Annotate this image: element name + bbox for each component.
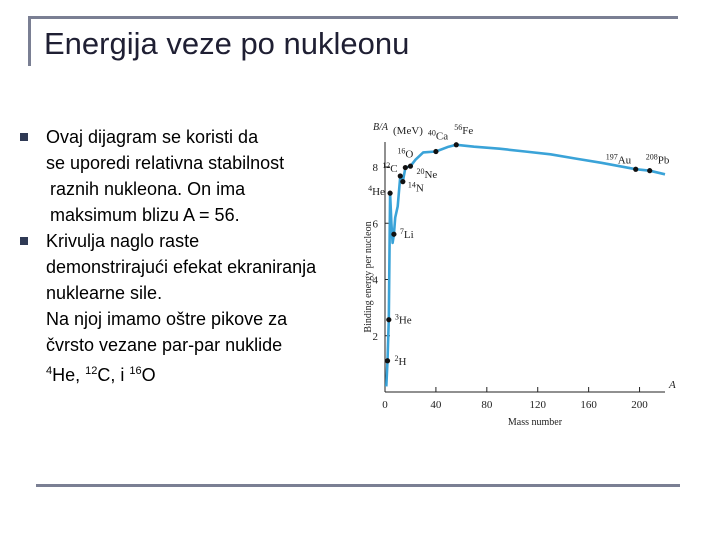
bullet-item-1	[20, 124, 360, 228]
nuclide-point-li7	[391, 232, 396, 237]
bullet-line: maksimum blizu A = 56.	[50, 205, 240, 225]
nuclide-point-ne20	[408, 164, 413, 169]
nuclide-symbol: C	[390, 163, 398, 175]
nuclide-symbol: He	[398, 314, 412, 327]
nuclide-mass-number: 16	[397, 146, 406, 156]
nuclide-point-n14	[400, 179, 405, 184]
nuclide-symbol: H	[398, 355, 407, 368]
bullet-line: se uporedi relativna stabilnost	[46, 153, 285, 173]
x-axis-symbol: A	[669, 379, 676, 391]
nuclide-mass-number: 3	[394, 312, 399, 322]
nuclide-mass-number: 208	[645, 152, 658, 162]
frame-left-rule	[28, 16, 31, 66]
binding-energy-chart	[355, 112, 695, 432]
nuclide-mass-number: 4	[368, 184, 373, 194]
nuclide-point-fe56	[454, 142, 459, 147]
nuclide-point-h2	[385, 358, 390, 363]
bullet-item-2	[20, 228, 360, 388]
nuclide-mass-number: 40	[427, 128, 436, 138]
y-tick-label: 2	[372, 330, 378, 343]
nuclide-symbol: Au	[617, 154, 632, 167]
bullet-line: Krivulja naglo raste	[46, 231, 200, 251]
bullet-line: demonstrirajući efekat ekraniranja	[46, 257, 317, 277]
square-bullet-icon	[20, 133, 28, 141]
bullet-text-1	[46, 124, 360, 228]
nuclide-symbol: Pb	[657, 154, 670, 167]
x-tick-label: 200	[631, 399, 648, 411]
nuclide-point-he4	[387, 191, 392, 196]
nuclide-label-ca40	[428, 129, 448, 143]
nuclide-symbol: O	[405, 148, 414, 161]
nuclide-mass-number: 197	[605, 152, 618, 162]
nuclide-label-n14	[408, 181, 424, 195]
nuclide-mass-number: 20	[416, 167, 425, 177]
x-tick-label: 40	[430, 399, 442, 411]
nuclide-symbol: Ca	[435, 130, 449, 143]
nuclide-label-li7	[400, 227, 414, 241]
nuclide-point-o16	[403, 165, 408, 170]
nuclide-point-he3	[386, 317, 391, 322]
nuclide-mass-number: 56	[454, 122, 463, 132]
nuclide-mass-number: 2	[394, 353, 399, 363]
nuclide-mass-number: 14	[407, 180, 416, 190]
square-bullet-icon	[20, 237, 28, 245]
nuclide-symbol: N	[415, 182, 424, 195]
nuclide-label-he4	[368, 184, 385, 198]
nuclide-symbol: He	[372, 186, 385, 199]
bullet-line: nuklearne sile.	[46, 283, 163, 303]
y-tick-label: 4	[372, 274, 378, 287]
y-axis-symbol: B/A	[373, 122, 388, 133]
frame-bottom-rule	[36, 484, 680, 487]
y-axis-title: Binding energy per nucleon	[363, 221, 374, 333]
y-axis-unit: (MeV)	[393, 125, 423, 137]
bullet-line: Na njoj imamo oštre pikove za	[46, 309, 288, 329]
nuclide-label-o16	[397, 147, 413, 161]
x-axis-title: Mass number	[507, 417, 563, 428]
y-tick-label: 8	[372, 162, 378, 174]
slide-title: Energija veze po nukleonu	[44, 26, 410, 61]
bullet-line: raznih nukleona. On ima	[50, 179, 246, 199]
nuclide-label-ne20	[416, 167, 437, 181]
bullet-text-2	[46, 228, 360, 388]
nuclide-symbol: Li	[403, 229, 414, 242]
nuclide-symbol: Fe	[462, 124, 474, 137]
nuclide-label-fe56	[454, 123, 473, 137]
bullet-list	[20, 124, 360, 388]
x-tick-label: 80	[481, 399, 493, 411]
frame-top-rule	[28, 16, 678, 19]
x-tick-label: 0	[382, 399, 388, 411]
nuclide-label-h2	[395, 354, 407, 368]
x-tick-label: 120	[529, 399, 546, 411]
nuclide-label-he3	[395, 313, 412, 327]
nuclide-point-au197	[633, 167, 638, 172]
bullet-line: čvrsto vezane par-par nuklide	[46, 335, 283, 355]
x-tick-label: 160	[580, 399, 597, 411]
nuclide-mass-number: 7	[399, 227, 404, 237]
nuclide-point-pb208	[647, 168, 652, 173]
nuclide-mass-number: 12	[382, 161, 391, 170]
bullet-line-nuclides: $^4$He, $^{12}$C, i $^{16}$O	[46, 365, 156, 385]
nuclide-point-c12	[398, 173, 403, 178]
bullet-line: Ovaj dijagram se koristi da	[46, 127, 259, 147]
y-tick-label: 6	[372, 218, 378, 231]
nuclide-label-pb208	[646, 153, 670, 167]
nuclide-symbol: Ne	[424, 169, 438, 182]
nuclide-point-ca40	[433, 149, 438, 154]
